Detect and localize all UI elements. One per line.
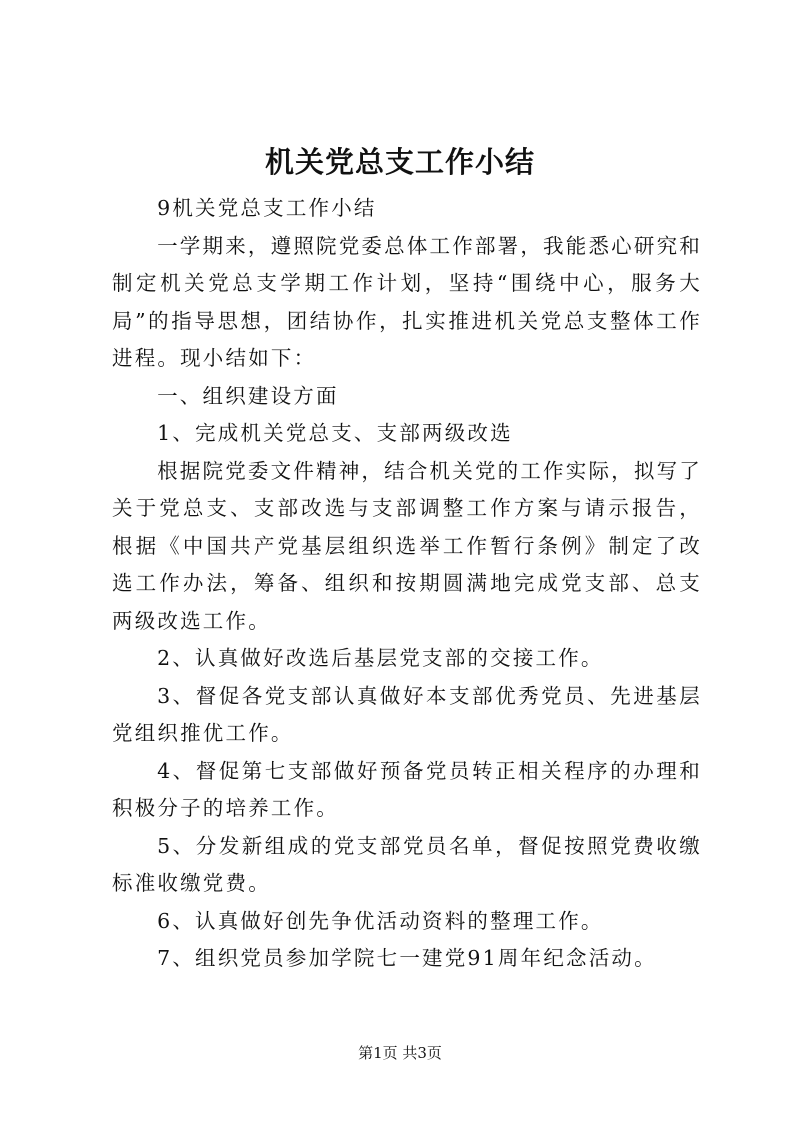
list-item: 1、完成机关党总支、支部两级改选	[157, 421, 513, 445]
list-item: 4、督促第七支部做好预备党员转正相关程序的办理和积极分子的培养工作。	[112, 758, 702, 820]
section-heading: 一、组织建设方面	[157, 383, 339, 408]
page-total: 共3页	[402, 1044, 442, 1062]
paragraph-body: 根据院党委文件精神，结合机关党的工作实际，拟写了关于党总支、支部改选与支部调整工作方案与请示报告，根据《中国共产党基层组织选举工作暂行条例》制定了改选工作办法，筹备、组织和按期圆满地完成党支部、总支两级改选工作。	[112, 458, 702, 633]
page-number: 第1页	[358, 1044, 398, 1062]
paragraph-intro: 一学期来，遵照院党委总体工作部署，我能悉心研究和制定机关党总支学期工作计划，坚持“围绕中心，服务大局”的指导思想，团结协作，扎实推进机关党总支整体工作进程。现小结如下：	[112, 233, 702, 370]
page-footer	[0, 1041, 800, 1065]
document-body	[112, 190, 702, 978]
document-title: 机关党总支工作小结	[264, 145, 535, 179]
paragraph-subtitle: 9机关党总支工作小结	[157, 196, 377, 220]
list-item: 5、分发新组成的党支部党员名单，督促按照党费收缴标准收缴党费。	[112, 833, 702, 895]
list-item: 6、认真做好创先争优活动资料的整理工作。	[157, 908, 604, 933]
list-item: 7、组织党员参加学院七一建党91周年纪念活动。	[157, 946, 657, 970]
list-item: 3、督促各党支部认真做好本支部优秀党员、先进基层党组织推优工作。	[112, 683, 702, 745]
list-item: 2、认真做好改选后基层党支部的交接工作。	[157, 646, 604, 670]
